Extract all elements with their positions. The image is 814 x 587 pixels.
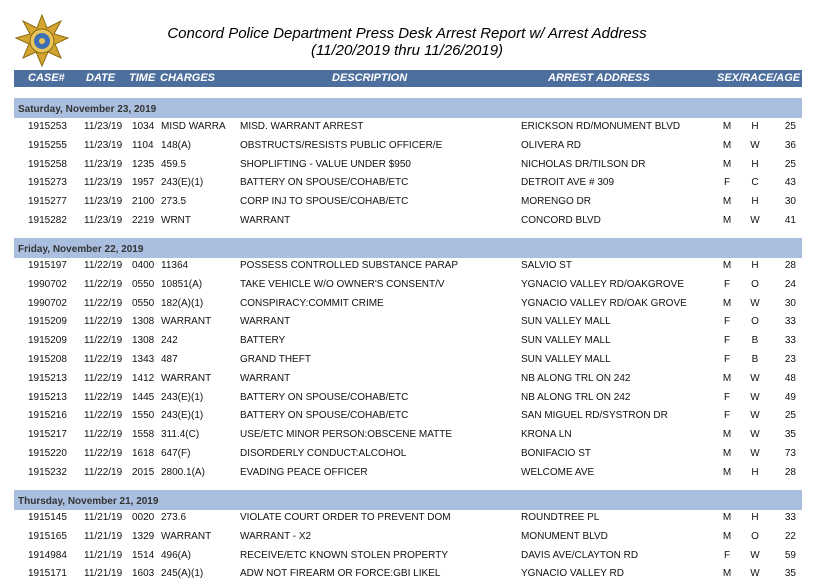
table-row bbox=[0, 509, 814, 527]
arrest-address: SALVIO ST bbox=[521, 260, 572, 271]
case-number: 1915277 bbox=[28, 196, 67, 208]
charge-description: OBSTRUCTS/RESISTS PUBLIC OFFICER/E bbox=[240, 139, 443, 151]
charge-code: 245(A)(1) bbox=[161, 568, 204, 580]
arrest-time: 1235 bbox=[132, 158, 155, 170]
age: 35 bbox=[784, 568, 796, 580]
age: 25 bbox=[784, 410, 796, 422]
charge-description: BATTERY ON SPOUSE/COHAB/ETC bbox=[240, 391, 409, 403]
table-row bbox=[0, 295, 814, 313]
table-row bbox=[0, 193, 814, 211]
race: W bbox=[750, 391, 760, 403]
sex: M bbox=[722, 448, 732, 459]
charge-code: 273.5 bbox=[161, 196, 187, 208]
case-number: 1990702 bbox=[28, 278, 67, 290]
arrest-address: CONCORD BLVD bbox=[521, 215, 601, 226]
charge-code: 148(A) bbox=[161, 139, 192, 151]
arrest-date: 11/21/19 bbox=[84, 512, 123, 523]
charge-code: 182(A)(1) bbox=[161, 297, 204, 309]
arrest-address: OLIVERA RD bbox=[521, 139, 582, 151]
age: 24 bbox=[784, 278, 796, 290]
arrest-time: 1558 bbox=[132, 429, 155, 441]
race: O bbox=[751, 530, 759, 542]
charge-description: BATTERY ON SPOUSE/COHAB/ETC bbox=[240, 410, 409, 422]
age: 33 bbox=[784, 335, 796, 347]
charge-description: GRAND THEFT bbox=[240, 354, 311, 365]
arrest-date: 11/22/19 bbox=[84, 372, 123, 384]
arrest-date: 11/23/19 bbox=[84, 158, 123, 170]
arrest-time: 0550 bbox=[132, 297, 155, 309]
age: 41 bbox=[784, 215, 796, 226]
table-row bbox=[0, 156, 814, 174]
table-row bbox=[0, 351, 814, 369]
arrest-date: 11/23/19 bbox=[84, 215, 123, 226]
charge-code: 459.5 bbox=[161, 158, 187, 170]
sex: M bbox=[722, 139, 732, 151]
arrest-address: SUN VALLEY MALL bbox=[521, 354, 611, 365]
table-row bbox=[0, 313, 814, 331]
race: W bbox=[750, 139, 760, 151]
charge-description: MISD. WARRANT ARREST bbox=[240, 121, 364, 132]
column-header-bar bbox=[14, 70, 802, 87]
charge-description: BATTERY bbox=[240, 335, 286, 347]
arrest-date: 11/22/19 bbox=[84, 410, 123, 422]
case-number: 1915273 bbox=[28, 177, 67, 189]
case-number: 1915258 bbox=[28, 158, 67, 170]
table-row bbox=[0, 407, 814, 425]
arrest-address: BONIFACIO ST bbox=[521, 448, 592, 459]
table-row bbox=[0, 547, 814, 565]
race: C bbox=[751, 177, 759, 189]
race: H bbox=[751, 121, 759, 132]
arrest-date: 11/23/19 bbox=[84, 139, 123, 151]
race: W bbox=[750, 568, 760, 580]
race: W bbox=[750, 429, 760, 441]
sex: M bbox=[722, 297, 732, 309]
charge-description: TAKE VEHICLE W/O OWNER'S CONSENT/V bbox=[240, 278, 445, 290]
table-row bbox=[0, 426, 814, 444]
table-row bbox=[0, 528, 814, 546]
table-row bbox=[0, 212, 814, 230]
arrest-address: SUN VALLEY MALL bbox=[521, 316, 611, 328]
sex: F bbox=[723, 316, 731, 328]
police-badge-logo bbox=[14, 14, 70, 70]
col-date: DATE bbox=[86, 72, 116, 84]
arrest-address: DAVIS AVE/CLAYTON RD bbox=[521, 549, 639, 561]
arrest-time: 2015 bbox=[132, 466, 155, 478]
case-number: 1915171 bbox=[28, 568, 67, 580]
arrest-time: 1514 bbox=[132, 549, 155, 561]
age: 36 bbox=[784, 139, 796, 151]
charge-code: 487 bbox=[161, 354, 178, 365]
age: 30 bbox=[784, 297, 796, 309]
charge-code: 647(F) bbox=[161, 448, 191, 459]
charge-code: 243(E)(1) bbox=[161, 410, 204, 422]
table-row bbox=[0, 276, 814, 294]
arrest-date: 11/21/19 bbox=[84, 530, 123, 542]
race: O bbox=[751, 278, 759, 290]
arrest-date: 11/23/19 bbox=[84, 121, 123, 132]
case-number: 1915209 bbox=[28, 316, 67, 328]
section-date-label: Thursday, November 21, 2019 bbox=[18, 496, 159, 507]
col-sex-race-age: SEX/RACE/AGE bbox=[717, 72, 801, 84]
charge-code: 243(E)(1) bbox=[161, 391, 204, 403]
table-row bbox=[0, 389, 814, 407]
arrest-date: 11/22/19 bbox=[84, 466, 123, 478]
arrest-time: 1412 bbox=[132, 372, 155, 384]
table-row bbox=[0, 464, 814, 482]
case-number: 1915213 bbox=[28, 391, 67, 403]
race: H bbox=[751, 466, 759, 478]
table-row bbox=[0, 137, 814, 155]
sex: F bbox=[723, 177, 731, 189]
arrest-time: 0400 bbox=[132, 260, 155, 271]
charge-description: WARRANT - X2 bbox=[240, 530, 312, 542]
arrest-date: 11/22/19 bbox=[84, 354, 123, 365]
charge-code: 2800.1(A) bbox=[161, 466, 205, 478]
charge-description: DISORDERLY CONDUCT:ALCOHOL bbox=[240, 448, 407, 459]
arrest-time: 1550 bbox=[132, 410, 155, 422]
age: 48 bbox=[784, 372, 796, 384]
sex: M bbox=[722, 466, 732, 478]
sex: M bbox=[722, 372, 732, 384]
table-row bbox=[0, 118, 814, 136]
age: 73 bbox=[784, 448, 796, 459]
age: 59 bbox=[784, 549, 796, 561]
case-number: 1990702 bbox=[28, 297, 67, 309]
section-header bbox=[14, 98, 802, 118]
charge-description: POSSESS CONTROLLED SUBSTANCE PARAP bbox=[240, 260, 459, 271]
case-number: 1915145 bbox=[28, 512, 67, 523]
arrest-address: NB ALONG TRL ON 242 bbox=[521, 391, 631, 403]
section-date-label: Saturday, November 23, 2019 bbox=[18, 104, 157, 115]
arrest-address: NICHOLAS DR/TILSON DR bbox=[521, 158, 646, 170]
arrest-date: 11/22/19 bbox=[84, 448, 123, 459]
race: W bbox=[750, 297, 760, 309]
race: H bbox=[751, 196, 759, 208]
charge-description: RECEIVE/ETC KNOWN STOLEN PROPERTY bbox=[240, 549, 449, 561]
arrest-date: 11/23/19 bbox=[84, 196, 123, 208]
race: W bbox=[750, 448, 760, 459]
arrest-time: 0550 bbox=[132, 278, 155, 290]
case-number: 1915220 bbox=[28, 448, 67, 459]
age: 22 bbox=[784, 530, 796, 542]
arrest-date: 11/22/19 bbox=[84, 260, 123, 271]
arrest-time: 1957 bbox=[132, 177, 155, 189]
report-title: Concord Police Department Press Desk Arrest Report w/ Arrest Address bbox=[167, 25, 647, 42]
arrest-date: 11/22/19 bbox=[84, 297, 123, 309]
table-row bbox=[0, 370, 814, 388]
col-case: CASE# bbox=[28, 72, 65, 84]
arrest-address: YGNACIO VALLEY RD/OAKGROVE bbox=[521, 278, 685, 290]
race: W bbox=[750, 215, 760, 226]
charge-code: 243(E)(1) bbox=[161, 177, 204, 189]
arrest-address: NB ALONG TRL ON 242 bbox=[521, 372, 631, 384]
charge-description: WARRANT bbox=[240, 215, 291, 226]
charge-code: 11364 bbox=[161, 260, 189, 271]
table-row bbox=[0, 257, 814, 275]
arrest-address: SUN VALLEY MALL bbox=[521, 335, 611, 347]
sex: F bbox=[723, 335, 731, 347]
section-header bbox=[14, 238, 802, 258]
age: 30 bbox=[784, 196, 796, 208]
arrest-date: 11/21/19 bbox=[84, 549, 123, 561]
arrest-time: 2100 bbox=[132, 196, 155, 208]
case-number: 1915208 bbox=[28, 354, 67, 365]
case-number: 1915216 bbox=[28, 410, 67, 422]
case-number: 1915232 bbox=[28, 466, 67, 478]
charge-code: 242 bbox=[161, 335, 178, 347]
arrest-address: YGNACIO VALLEY RD bbox=[521, 568, 624, 580]
charge-code: 496(A) bbox=[161, 549, 192, 561]
sex: M bbox=[722, 215, 732, 226]
arrest-time: 1343 bbox=[132, 354, 155, 365]
charge-description: BATTERY ON SPOUSE/COHAB/ETC bbox=[240, 177, 409, 189]
col-description: DESCRIPTION bbox=[332, 72, 408, 84]
section-header bbox=[14, 490, 802, 510]
arrest-address: KRONA LN bbox=[521, 429, 572, 441]
charge-code: MISD WARRA bbox=[161, 121, 226, 132]
race: H bbox=[751, 512, 759, 523]
section-date-label: Friday, November 22, 2019 bbox=[18, 244, 144, 255]
arrest-date: 11/22/19 bbox=[84, 316, 123, 328]
arrest-address: ROUNDTREE PL bbox=[521, 512, 600, 523]
race: O bbox=[751, 316, 759, 328]
sex: M bbox=[722, 568, 732, 580]
arrest-address: DETROIT AVE # 309 bbox=[521, 177, 615, 189]
sex: M bbox=[722, 121, 732, 132]
charge-code: WRNT bbox=[161, 215, 191, 226]
table-row bbox=[0, 332, 814, 350]
case-number: 1915165 bbox=[28, 530, 67, 542]
case-number: 1915209 bbox=[28, 335, 67, 347]
arrest-time: 0020 bbox=[132, 512, 155, 523]
sex: M bbox=[722, 260, 732, 271]
age: 28 bbox=[784, 466, 796, 478]
case-number: 1915213 bbox=[28, 372, 67, 384]
age: 28 bbox=[784, 260, 796, 271]
age: 49 bbox=[784, 391, 796, 403]
arrest-address: MONUMENT BLVD bbox=[521, 530, 608, 542]
table-row bbox=[0, 565, 814, 583]
age: 33 bbox=[784, 316, 796, 328]
sex: F bbox=[723, 278, 731, 290]
table-row bbox=[0, 445, 814, 463]
sex: F bbox=[723, 391, 731, 403]
col-address: ARREST ADDRESS bbox=[548, 72, 650, 84]
race: W bbox=[750, 410, 760, 422]
sex: F bbox=[723, 354, 731, 365]
col-time: TIME bbox=[129, 72, 156, 84]
case-number: 1914984 bbox=[28, 549, 67, 561]
case-number: 1915217 bbox=[28, 429, 67, 441]
sex: M bbox=[722, 196, 732, 208]
arrest-date: 11/22/19 bbox=[84, 278, 123, 290]
sex: M bbox=[722, 429, 732, 441]
arrest-address: YGNACIO VALLEY RD/OAK GROVE bbox=[521, 297, 687, 309]
charge-code: 10851(A) bbox=[161, 278, 203, 290]
arrest-address: MORENGO DR bbox=[521, 196, 591, 208]
arrest-time: 1618 bbox=[132, 448, 155, 459]
arrest-address: ERICKSON RD/MONUMENT BLVD bbox=[521, 121, 681, 132]
sex: M bbox=[722, 530, 732, 542]
charge-description: WARRANT bbox=[240, 372, 291, 384]
age: 43 bbox=[784, 177, 796, 189]
arrest-time: 1034 bbox=[132, 121, 155, 132]
arrest-address: WELCOME AVE bbox=[521, 466, 595, 478]
charge-code: WARRANT bbox=[161, 372, 212, 384]
sex: F bbox=[723, 549, 731, 561]
arrest-time: 1603 bbox=[132, 568, 155, 580]
arrest-date: 11/23/19 bbox=[84, 177, 123, 189]
arrest-time: 1308 bbox=[132, 335, 155, 347]
arrest-date: 11/22/19 bbox=[84, 391, 123, 403]
charge-description: ADW NOT FIREARM OR FORCE:GBI LIKEL bbox=[240, 568, 441, 580]
sex: F bbox=[723, 410, 731, 422]
age: 25 bbox=[784, 121, 796, 132]
age: 23 bbox=[784, 354, 796, 365]
case-number: 1915282 bbox=[28, 215, 67, 226]
charge-code: 273.6 bbox=[161, 512, 187, 523]
race: B bbox=[751, 335, 759, 347]
case-number: 1915255 bbox=[28, 139, 67, 151]
age: 25 bbox=[784, 158, 796, 170]
table-row bbox=[0, 174, 814, 192]
arrest-date: 11/22/19 bbox=[84, 429, 123, 441]
charge-code: WARRANT bbox=[161, 316, 212, 328]
charge-description: VIOLATE COURT ORDER TO PREVENT DOM bbox=[240, 512, 451, 523]
race: H bbox=[751, 260, 759, 271]
sex: M bbox=[722, 158, 732, 170]
arrest-date: 11/21/19 bbox=[84, 568, 123, 580]
arrest-time: 1308 bbox=[132, 316, 155, 328]
charge-description: CORP INJ TO SPOUSE/COHAB/ETC bbox=[240, 196, 409, 208]
race: W bbox=[750, 372, 760, 384]
charge-description: EVADING PEACE OFFICER bbox=[240, 466, 368, 478]
age: 33 bbox=[784, 512, 796, 523]
charge-description: CONSPIRACY:COMMIT CRIME bbox=[240, 297, 384, 309]
arrest-address: SAN MIGUEL RD/SYSTRON DR bbox=[521, 410, 668, 422]
case-number: 1915197 bbox=[28, 260, 67, 271]
report-date-range: (11/20/2019 thru 11/26/2019) bbox=[310, 42, 504, 59]
col-charges: CHARGES bbox=[160, 72, 216, 84]
arrest-time: 2219 bbox=[132, 215, 155, 226]
sex: M bbox=[722, 512, 732, 523]
arrest-time: 1445 bbox=[132, 391, 155, 403]
charge-description: USE/ETC MINOR PERSON:OBSCENE MATTE bbox=[240, 429, 453, 441]
case-number: 1915253 bbox=[28, 121, 67, 132]
race: W bbox=[750, 549, 760, 561]
charge-code: WARRANT bbox=[161, 530, 212, 542]
charge-description: SHOPLIFTING - VALUE UNDER $950 bbox=[240, 158, 411, 170]
charge-description: WARRANT bbox=[240, 316, 291, 328]
arrest-date: 11/22/19 bbox=[84, 335, 123, 347]
arrest-time: 1329 bbox=[132, 530, 155, 542]
arrest-time: 1104 bbox=[132, 139, 154, 151]
race: H bbox=[751, 158, 759, 170]
charge-code: 311.4(C) bbox=[161, 429, 200, 441]
age: 35 bbox=[784, 429, 796, 441]
race: B bbox=[751, 354, 759, 365]
